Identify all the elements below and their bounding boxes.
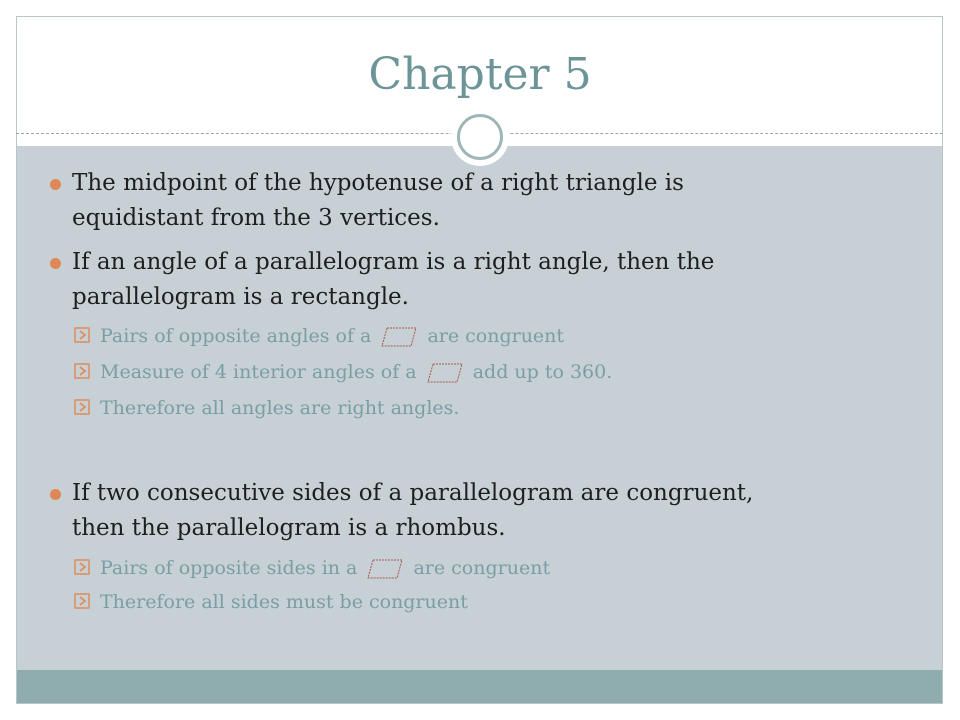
parallelogram-icon — [427, 363, 463, 383]
footer-band — [17, 670, 942, 703]
bullet-dot-icon — [50, 258, 61, 269]
arrow-bullet-icon — [74, 327, 90, 343]
bullet-dot-icon — [50, 179, 61, 190]
slide-title: Chapter 5 — [368, 49, 592, 100]
sub-bullet-2-1 — [100, 323, 564, 349]
sub-bullet-text: Therefore all angles are right angles. — [100, 397, 460, 419]
bullet-3-line-2: then the parallelogram is a rhombus. — [72, 515, 506, 541]
bullet-3-line-1: If two consecutive sides of a parallelogram are congruent, — [72, 480, 754, 506]
sub-bullet-text: add up to 360. — [472, 361, 613, 383]
sub-bullet-text: Pairs of opposite angles of a — [100, 325, 372, 347]
sub-bullet-text: are congruent — [413, 557, 551, 579]
sub-bullet-text: Pairs of opposite sides in a — [100, 557, 358, 579]
arrow-bullet-icon — [74, 399, 90, 415]
sub-bullet-3-1 — [100, 555, 550, 581]
parallelogram-icon — [381, 327, 417, 347]
circle-ornament-icon — [457, 114, 503, 160]
sub-bullet-text: are congruent — [427, 325, 565, 347]
sub-bullet-text: Therefore all sides must be congruent — [100, 591, 468, 613]
bullet-2-line-1: If an angle of a parallelogram is a right angle, then the — [72, 249, 715, 275]
bullet-2-line-2: parallelogram is a rectangle. — [72, 284, 409, 310]
bullet-2 — [72, 245, 714, 315]
sub-bullet-2-3 — [100, 395, 459, 421]
bullet-3 — [72, 476, 753, 546]
sub-bullet-3-2 — [100, 589, 468, 615]
arrow-bullet-icon — [74, 559, 90, 575]
parallelogram-icon — [367, 559, 403, 579]
arrow-bullet-icon — [74, 593, 90, 609]
sub-bullet-2-2 — [100, 359, 612, 385]
sub-bullet-text: Measure of 4 interior angles of a — [100, 361, 417, 383]
bullet-1-line-2: equidistant from the 3 vertices. — [72, 205, 440, 231]
bullet-dot-icon — [50, 489, 61, 500]
bullet-1 — [72, 166, 684, 236]
arrow-bullet-icon — [74, 363, 90, 379]
bullet-1-line-1: The midpoint of the hypotenuse of a right triangle is — [72, 170, 684, 196]
